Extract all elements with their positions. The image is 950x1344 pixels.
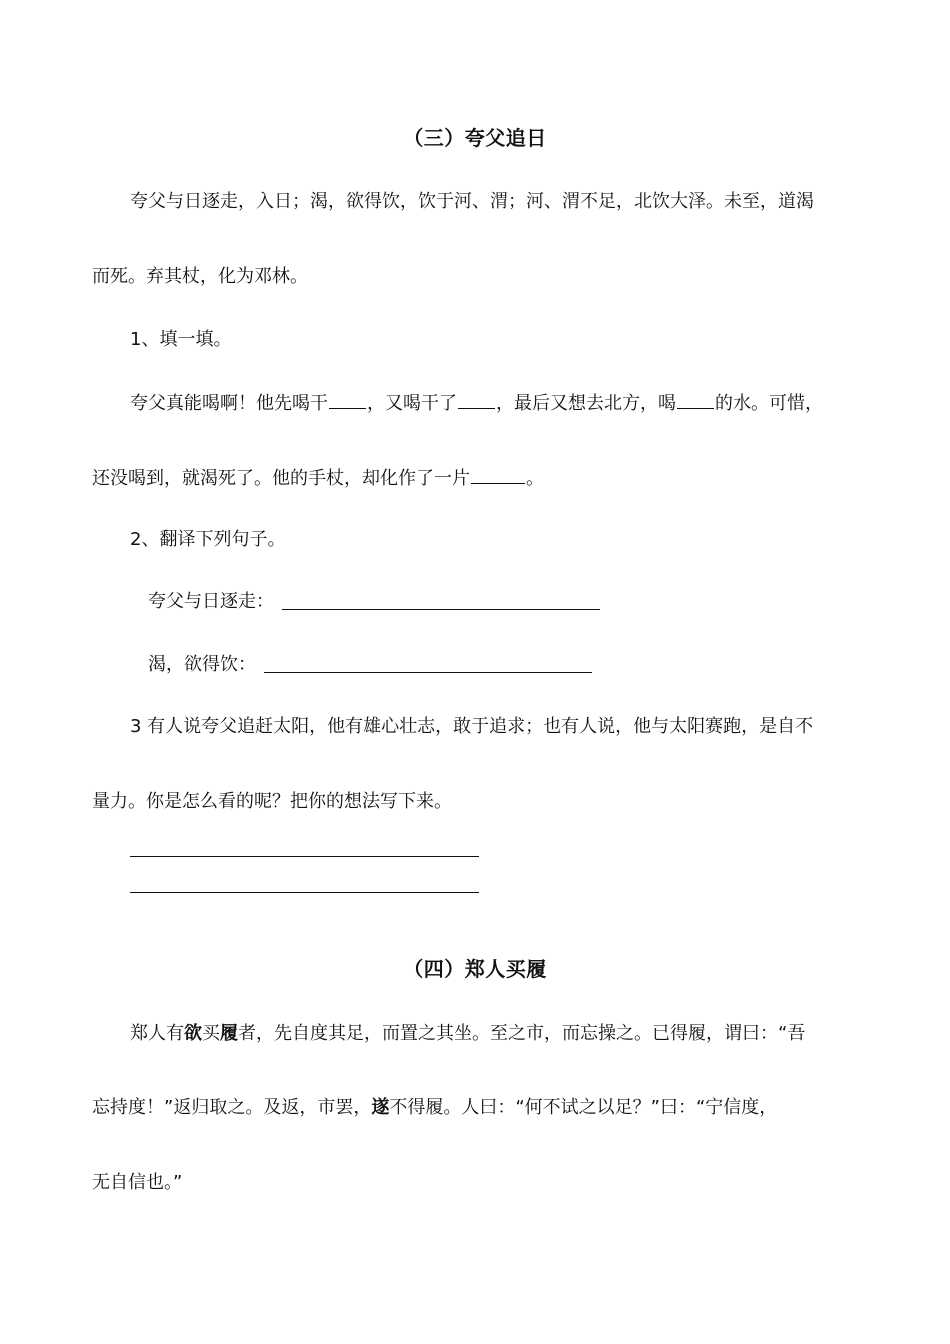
fill-text-segment: ，最后又想去北方，喝 (496, 393, 676, 414)
passage-bold-word: 履 (220, 1023, 238, 1044)
passage-bold-word: 遂 (371, 1097, 390, 1118)
question-3-line-1: 3 有人说夸父追赶太阳，他有雄心壮志，敢于追求；也有人说，他与太阳赛跑，是自不 (130, 716, 814, 737)
passage-text: 者，先自度其足，而置之其坐。至之市，而忘操之。已得履，谓曰：“吾 (238, 1023, 806, 1044)
translate-item-1-label: 夸父与日逐走： (148, 591, 274, 612)
question-1-fill-line-2 (92, 465, 544, 491)
translate-item-2-label: 渴，欲得饮： (148, 654, 256, 675)
translate-answer-line-1[interactable] (282, 609, 600, 610)
section-title-zhengren: （四）郑人买履 (403, 957, 547, 981)
section-title-kuafu: （三）夸父追日 (403, 126, 547, 150)
passage-2-line-2 (92, 1096, 777, 1120)
fill-blank-2[interactable] (458, 390, 495, 409)
fill-text-segment: ，又喝干了 (367, 393, 457, 414)
passage-line-1: 夸父与日逐走，入日；渴，欲得饮，饮于河、渭；河、渭不足，北饮大泽。未至，道渴 (130, 191, 814, 212)
passage-text: 买 (202, 1023, 220, 1044)
answer-line-2[interactable] (130, 892, 479, 893)
fill-blank-1[interactable] (329, 390, 366, 409)
question-1-heading: 1、填一填。 (130, 329, 232, 350)
fill-text-segment: 的水。可惜， (715, 393, 823, 414)
passage-line-2: 而死。弃其杖，化为邓林。 (92, 266, 308, 287)
fill-blank-4[interactable] (471, 465, 525, 484)
passage-text: 不得履。人曰：“何不试之以足？”曰：“宁信度， (389, 1097, 778, 1118)
fill-blank-3[interactable] (677, 390, 714, 409)
fill-text-segment: 还没喝到，就渴死了。他的手杖，却化作了一片 (92, 468, 470, 489)
fill-text-segment: 夸父真能喝啊！他先喝干 (130, 393, 328, 414)
passage-text: 忘持度！”返归取之。及返，市罢， (92, 1097, 372, 1118)
passage-2-line-1 (130, 1022, 805, 1046)
fill-text-segment: 。 (526, 468, 544, 489)
answer-line-1[interactable] (130, 856, 479, 857)
passage-2-line-3: 无自信也。” (92, 1172, 183, 1193)
question-2-heading: 2、翻译下列句子。 (130, 529, 286, 550)
question-1-fill-line-1 (130, 390, 823, 416)
passage-bold-word: 欲 (184, 1023, 202, 1044)
question-3-line-2: 量力。你是怎么看的呢？把你的想法写下来。 (92, 791, 452, 812)
translate-answer-line-2[interactable] (264, 672, 592, 673)
passage-text: 郑人有 (130, 1023, 184, 1044)
